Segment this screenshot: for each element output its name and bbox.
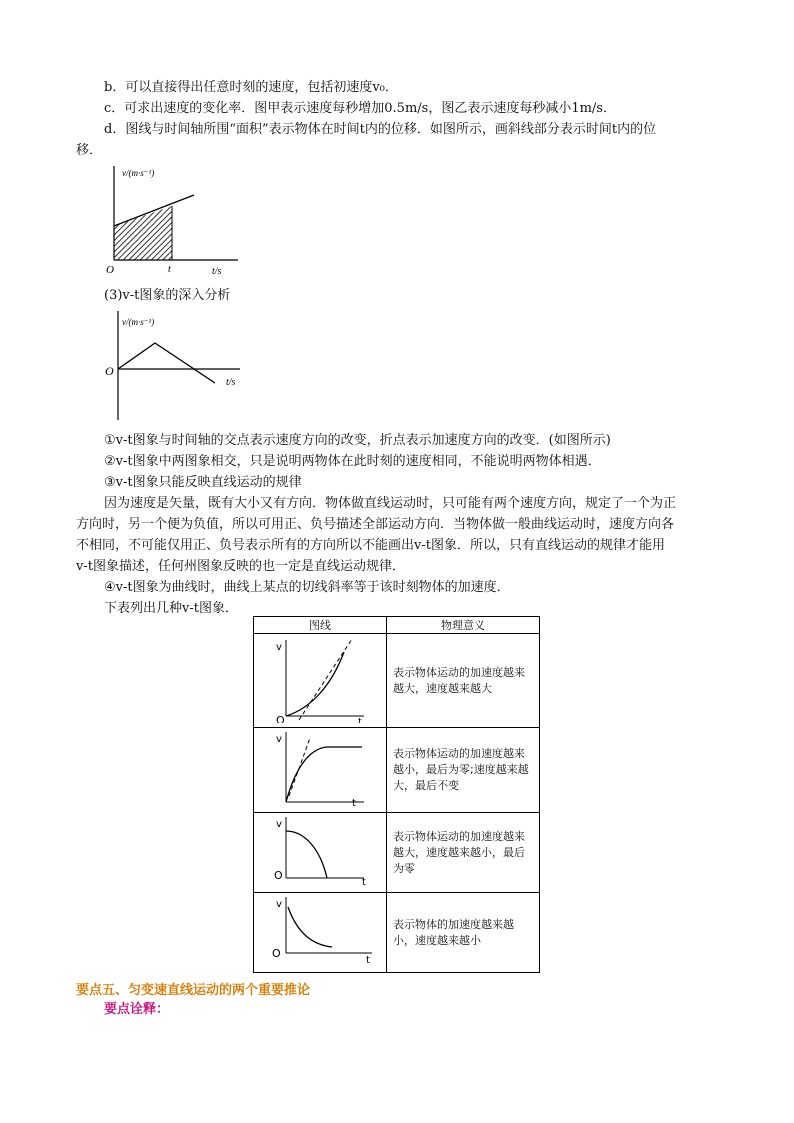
svg-text:O: O	[274, 869, 283, 882]
meaning-row-3: 表示物体运动的加速度越来越大，速度越来越小，最后为零	[387, 813, 540, 893]
graph-decelerating-decreasing	[254, 893, 386, 968]
meaning-row-4: 表示物体的加速度越来越小，速度越来越小	[387, 893, 540, 973]
x-axis-label: t/s	[226, 377, 236, 388]
graph-accelerating-up	[254, 634, 386, 723]
graph-cell-3	[254, 813, 387, 893]
header-graph: 图线	[254, 617, 387, 634]
paragraph-line-2: 方向时，另一个便为负值，所以可用正、负号描述全部运动方向．当物体做一般曲线运动时，速度方向各	[76, 517, 675, 532]
velocity-polyline	[118, 343, 215, 383]
t-mark-label: t	[168, 264, 171, 275]
paragraph-line-4: v-t图象描述，任何州图象反映的也一定是直线运动规律．	[76, 559, 405, 574]
svg-text:t: t	[362, 877, 366, 888]
text-b: b．可以直接得出任意时刻的速度，包括初速度v₀．	[104, 80, 398, 95]
vt-graph-table	[253, 616, 540, 973]
point-2: ②v-t图象中两图象相交，只是说明两物体在此时刻的速度相同，不能说明两物体相遇．	[104, 454, 601, 469]
origin-label: O	[105, 364, 114, 378]
paragraph-line-3: 不相同，不可能仅用正、负号表示所有的方向所以不能画出v-t图象．所以，只有直线运动的规律才能用	[76, 538, 665, 553]
svg-text:t: t	[366, 955, 370, 966]
graph-decelerating-increasing	[254, 813, 386, 888]
point-1: ①v-t图象与时间轴的交点表示速度方向的改变，折点表示加速度方向的改变．(如图所示)	[104, 433, 611, 448]
graph-cell-2	[254, 728, 387, 813]
svg-text:O: O	[272, 947, 281, 960]
svg-text:v: v	[276, 734, 282, 745]
y-axis-label: v/(m·s⁻¹)	[122, 317, 155, 327]
svg-text:v: v	[276, 899, 282, 910]
graph-cell-1	[254, 634, 387, 728]
figure-area-under-line	[100, 158, 260, 278]
svg-text:v: v	[276, 819, 282, 830]
svg-text:v: v	[276, 642, 282, 653]
svg-text:O: O	[276, 714, 285, 723]
graph-cell-4	[254, 893, 387, 973]
section-3-heading: (3)v-t图象的深入分析	[104, 288, 231, 303]
meaning-row-2: 表示物体运动的加速度越来越小，最后为零;速度越来越大，最后不变	[387, 728, 540, 813]
table-intro: 下表列出几种v-t图象．	[104, 601, 238, 616]
svg-text:t: t	[352, 798, 356, 808]
point-3: ③v-t图象只能反映直线运动的规律	[104, 475, 302, 490]
origin-label: O	[106, 264, 114, 276]
text-d2: 移．	[76, 143, 103, 158]
section-5-heading: 要点五、匀变速直线运动的两个重要推论	[76, 983, 311, 998]
meaning-row-1: 表示物体运动的加速度越来越大，速度越来越大	[387, 634, 540, 728]
point-4: ④v-t图象为曲线时，曲线上某点的切线斜率等于该时刻物体的加速度．	[104, 580, 510, 595]
y-axis-label: v/(m·s⁻¹)	[122, 168, 155, 178]
paragraph-line-1: 因为速度是矢量，既有大小又有方向．物体做直线运动时，只可能有两个速度方向，规定了一个为正	[104, 496, 677, 511]
figure-turning-point	[100, 305, 260, 425]
header-meaning: 物理意义	[387, 617, 540, 634]
text-d1: d．图线与时间轴所围“面积”表示物体在时间t内的位移．如图所示，画斜线部分表示时间t内的位	[104, 122, 657, 137]
key-points-subheading: 要点诠释：	[104, 1002, 170, 1017]
graph-accelerating-to-constant	[254, 728, 386, 808]
svg-text:t: t	[358, 717, 362, 723]
text-c: c．可求出速度的变化率．图甲表示速度每秒增加0.5m/s，图乙表示速度每秒减小1m/s．	[104, 101, 616, 116]
x-axis-label: t/s	[212, 266, 222, 277]
